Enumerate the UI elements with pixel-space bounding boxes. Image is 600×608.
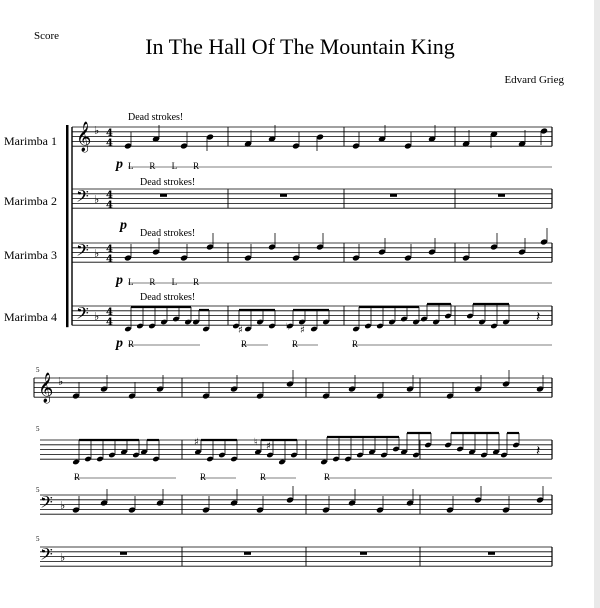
dynamic-marking-2: p — [120, 218, 127, 233]
beamed-eighths-m4 — [286, 310, 330, 332]
sticking-marimba-4-a: R — [128, 339, 135, 349]
bass-clef-icon: 𝄢 — [76, 303, 89, 327]
whole-rest-marimba2 — [280, 194, 287, 197]
whole-rest-marimba2 — [390, 194, 397, 197]
composer-name: Edvard Grieg — [504, 74, 564, 86]
whole-rest-system2-staff4 — [360, 552, 367, 555]
direction-dead-strokes-4: Dead strokes! — [140, 292, 196, 303]
flat-icon: ♭ — [94, 310, 100, 323]
sticking-marimba-1: L R L R — [128, 161, 200, 171]
page-title: In The Hall Of The Mountain King — [145, 34, 455, 59]
staff-marimba-3 — [72, 243, 552, 262]
whole-rest-marimba2 — [160, 194, 167, 197]
beamed-eighths-s2 — [72, 440, 140, 465]
sticking-marimba-4-b: R — [241, 339, 248, 349]
page-edge — [594, 0, 600, 608]
whole-rest-system2-staff4 — [488, 552, 495, 555]
quarter-rest: 𝄽 — [536, 309, 541, 325]
sticking-system2-2: R — [200, 472, 207, 482]
direction-dead-strokes-3: Dead strokes! — [140, 228, 196, 239]
sharp-icon: ♯ — [300, 325, 305, 336]
staff-marimba-2 — [72, 189, 552, 208]
time-signature-top: 4 — [106, 128, 113, 139]
natural-icon: ♮ — [286, 322, 290, 333]
sticking-system2-4: R — [324, 472, 331, 482]
instrument-name-marimba-4: Marimba 4 — [4, 310, 57, 324]
bass-clef-icon: 𝄢 — [76, 240, 89, 264]
time-signature-bottom: 4 — [106, 317, 113, 328]
score-label: Score — [34, 30, 60, 42]
beamed-eighths-m4 — [420, 304, 452, 325]
staff-marimba-1 — [72, 127, 552, 146]
bass-clef-icon: 𝄢 — [40, 492, 53, 516]
bass-clef-icon: 𝄢 — [76, 186, 89, 210]
flat-icon: ♭ — [58, 375, 64, 388]
flat-icon: ♭ — [60, 551, 66, 564]
direction-dead-strokes-2: Dead strokes! — [140, 177, 196, 188]
instrument-name-marimba-2: Marimba 2 — [4, 194, 57, 208]
time-signature — [106, 244, 113, 265]
time-signature — [106, 190, 113, 211]
time-signature — [106, 128, 113, 149]
whole-rest-system2-staff4 — [120, 552, 127, 555]
flat-icon: ♭ — [94, 124, 100, 137]
whole-rest-system2-staff4 — [244, 552, 251, 555]
sticking-marimba-4-d: R — [352, 339, 359, 349]
time-signature-top: 4 — [106, 190, 113, 201]
treble-clef-icon: 𝄞 — [76, 122, 92, 152]
natural-icon: ♮ — [254, 437, 258, 448]
dynamic-marking-1: p — [116, 157, 123, 172]
treble-clef-icon: 𝄞 — [38, 373, 54, 403]
beamed-eighths-m4 — [192, 310, 210, 332]
sharp-icon: ♯ — [238, 325, 243, 336]
measure-number-staff-1: 5 — [36, 366, 40, 374]
time-signature-bottom: 4 — [106, 138, 113, 149]
time-signature-bottom: 4 — [106, 254, 113, 265]
direction-dead-strokes-1: Dead strokes! — [128, 112, 184, 123]
time-signature-bottom: 4 — [106, 200, 113, 211]
measure-number-staff-2: 5 — [36, 425, 40, 433]
sticking-system2-3: R — [260, 472, 267, 482]
time-signature-top: 4 — [106, 244, 113, 255]
instrument-name-marimba-1: Marimba 1 — [4, 134, 57, 148]
flat-icon: ♭ — [94, 193, 100, 206]
dynamic-marking-3: p — [116, 273, 123, 288]
flat-icon: ♭ — [94, 247, 100, 260]
measure-number-staff-3: 5 — [36, 486, 40, 494]
beamed-eighths-s2 — [254, 440, 298, 465]
system-brace-1 — [66, 125, 69, 327]
sticking-system2-1: R — [74, 472, 81, 482]
sticking-marimba-3: L R L R — [128, 277, 200, 287]
staff-system2-4 — [40, 547, 552, 566]
time-signature-top: 4 — [106, 307, 113, 318]
quarter-rest: 𝄽 — [536, 443, 541, 459]
instrument-name-marimba-3: Marimba 3 — [4, 248, 57, 262]
measure-number-staff-4: 5 — [36, 535, 40, 543]
whole-rest-marimba2 — [498, 194, 505, 197]
sharp-icon: ♯ — [266, 441, 271, 452]
beamed-eighths-s2 — [320, 437, 400, 465]
staff-system2-3 — [40, 495, 552, 514]
dynamic-marking-4: p — [116, 336, 123, 351]
flat-icon: ♭ — [60, 499, 66, 512]
bass-clef-icon: 𝄢 — [40, 544, 53, 568]
sharp-icon: ♯ — [194, 437, 199, 448]
time-signature — [106, 307, 113, 328]
sticking-marimba-4-c: R — [292, 339, 299, 349]
